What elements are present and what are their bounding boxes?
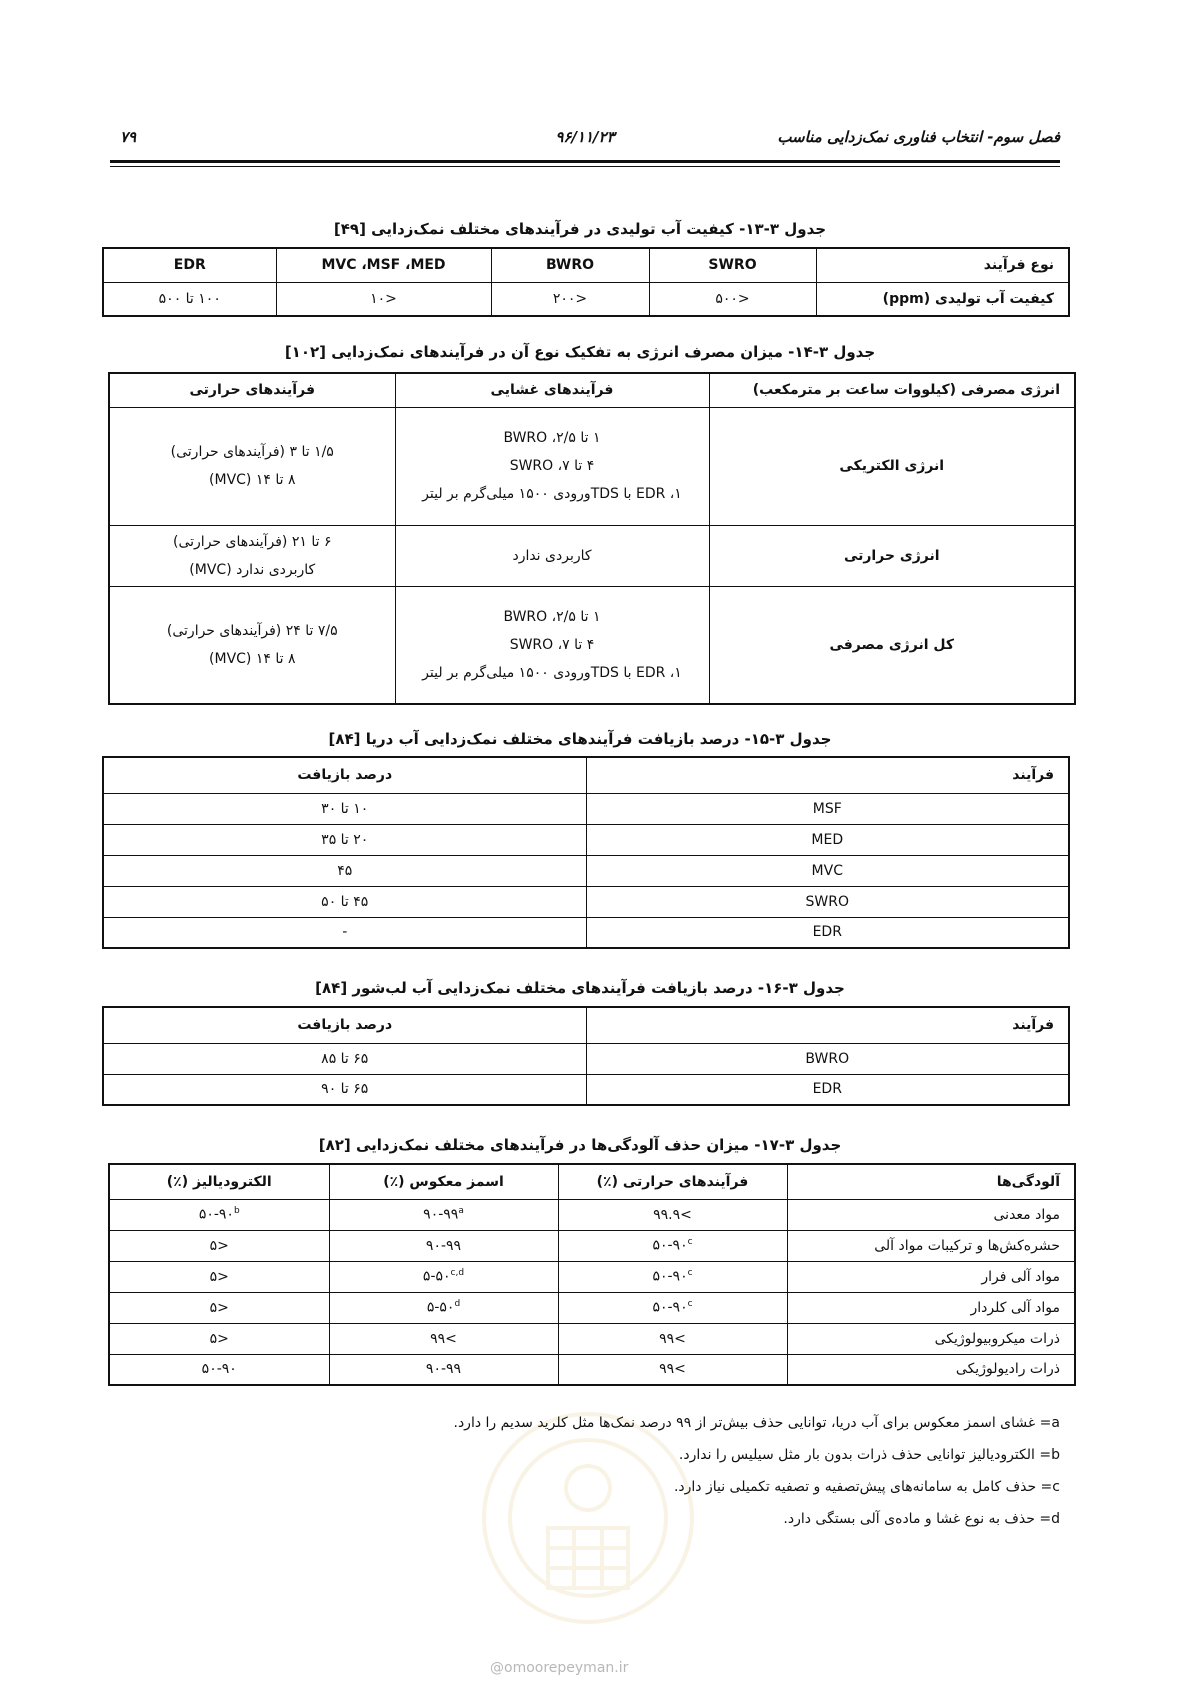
table13-header-thermal: MVC ،MSF ،MED bbox=[276, 248, 491, 282]
table-row bbox=[109, 525, 1075, 586]
table14-row-total-membrane bbox=[395, 586, 709, 704]
table14-row-electric-membrane bbox=[395, 407, 709, 525]
thermal-line: ۱/۵ تا ۳ (فرآیندهای حرارتی) bbox=[170, 444, 334, 460]
table17-ro-cell bbox=[329, 1354, 558, 1385]
table17-thermal-cell bbox=[558, 1292, 787, 1323]
page-header bbox=[110, 128, 1060, 152]
footnote-marker: d bbox=[454, 1299, 461, 1310]
table13-header-swro: SWRO bbox=[649, 248, 816, 282]
table14-row-heat-label: انرژی حرارتی bbox=[709, 525, 1075, 586]
table15-recovery-cell: ۴۵ تا ۵۰ bbox=[103, 886, 586, 917]
table-row bbox=[103, 1074, 1069, 1105]
table17-contaminant-cell bbox=[787, 1323, 1075, 1354]
table15-recovery-cell: - bbox=[103, 917, 586, 948]
table17-header-ed: الکترودیالیز (٪) bbox=[109, 1164, 329, 1199]
header-date: ۹۶/۱۱/۲۳ bbox=[555, 128, 615, 146]
table15-header-process: فرآیند bbox=[586, 757, 1069, 793]
membrane-line: ۱ تا ۲/۵، BWRO bbox=[503, 608, 601, 625]
footnote-marker: a bbox=[458, 1206, 464, 1217]
table-row bbox=[103, 855, 1069, 886]
table14-row-heat-membrane bbox=[395, 525, 709, 586]
table17-thermal-cell bbox=[558, 1230, 787, 1261]
table-row bbox=[109, 1292, 1075, 1323]
table16 bbox=[102, 1006, 1070, 1106]
thermal-line: کاربردی ندارد (MVC) bbox=[189, 561, 316, 578]
table-row bbox=[103, 886, 1069, 917]
table-row bbox=[109, 407, 1075, 525]
table-row bbox=[109, 1323, 1075, 1354]
table17-ro-cell-value: >۹۹ bbox=[430, 1330, 457, 1347]
table13-caption: جدول ۳-۱۳- کیفیت آب تولیدی در فرآیندهای مختلف نمک‌زدایی [۴۹] bbox=[333, 220, 827, 238]
table17-caption: جدول ۳-۱۷- میزان حذف آلودگی‌ها در فرآیندهای مختلف نمک‌زدایی [۸۲] bbox=[318, 1136, 842, 1154]
table16-recovery-cell: ۶۵ تا ۸۵ bbox=[103, 1043, 586, 1074]
membrane-line: ۱ تا ۲/۵، BWRO bbox=[503, 430, 601, 446]
table16-process-cell: BWRO bbox=[586, 1043, 1069, 1074]
table17-contaminant-cell-value: مواد آلی کلردار bbox=[970, 1299, 1060, 1316]
table14 bbox=[108, 372, 1076, 705]
table13-header-edr: EDR bbox=[103, 248, 276, 282]
table14-row-electric-thermal bbox=[109, 407, 395, 525]
table-row bbox=[103, 917, 1069, 948]
table17-ed-cell-value: <۵ bbox=[209, 1299, 229, 1316]
table14-row-total-thermal bbox=[109, 586, 395, 704]
thermal-line: ۸ تا ۱۴ (MVC) bbox=[209, 472, 296, 488]
table14-header-membrane: فرآیندهای غشایی bbox=[395, 373, 709, 407]
chapter-title: فصل سوم- انتخاب فناوری نمک‌زدایی مناسب bbox=[777, 128, 1060, 146]
table17-thermal-cell bbox=[558, 1199, 787, 1230]
table-row bbox=[109, 586, 1075, 704]
membrane-line: ۴ تا ۷، SWRO bbox=[509, 636, 595, 653]
table17-contaminant-cell-value: ذرات رادیولوژیکی bbox=[955, 1361, 1060, 1378]
table15-header-recovery: درصد بازیافت bbox=[103, 757, 586, 793]
table17-ed-cell-value: ۵۰-۹۰ bbox=[198, 1206, 234, 1223]
table17-ro-cell bbox=[329, 1323, 558, 1354]
table17-ed-cell bbox=[109, 1230, 329, 1261]
footnote-marker: c,d bbox=[450, 1268, 465, 1279]
thermal-line: ۷/۵ تا ۲۴ (فرآیندهای حرارتی) bbox=[166, 622, 338, 639]
footnote-b: b= الکترودیالیز توانایی حذف ذرات بدون بار مثل سیلیس را ندارد. bbox=[678, 1447, 1060, 1463]
table14-row-heat-thermal bbox=[109, 525, 395, 586]
table17-ro-cell bbox=[329, 1261, 558, 1292]
table15-caption: جدول ۳-۱۵- درصد بازیافت فرآیندهای مختلف نمک‌زدایی آب دریا [۸۴] bbox=[328, 730, 832, 748]
table17-ro-cell-value: ۹۰-۹۹ bbox=[425, 1237, 462, 1254]
page-number: ۷۹ bbox=[120, 128, 137, 146]
table17-ed-cell-value: <۵ bbox=[209, 1330, 229, 1347]
table17-header-thermal: فرآیندهای حرارتی (٪) bbox=[558, 1164, 787, 1199]
table17-ro-cell-value: ۹۰-۹۹ bbox=[423, 1206, 459, 1223]
watermark-site: @omoorepeyman.ir bbox=[490, 1660, 629, 1676]
table13-cell-swro: <۵۰۰ bbox=[649, 282, 816, 316]
table14-row-total-label: کل انرژی مصرفی bbox=[709, 586, 1075, 704]
footnote-a: a= غشای اسمز معکوس برای آب دریا، توانایی حذف بیش‌تر از ۹۹ درصد نمک‌ها مثل کلرید سدیم را دارد. bbox=[453, 1415, 1060, 1431]
table17-contaminant-cell-value: ذرات میکروبیولوژیکی bbox=[934, 1330, 1060, 1347]
table16-process-cell: EDR bbox=[586, 1074, 1069, 1105]
membrane-line: ۱، EDR با TDSورودی ۱۵۰۰ میلی‌گرم بر لیتر bbox=[422, 486, 682, 502]
membrane-line: کاربردی ندارد bbox=[512, 547, 592, 564]
membrane-line: ۱، EDR با TDSورودی ۱۵۰۰ میلی‌گرم بر لیتر bbox=[422, 664, 682, 681]
table13-cell-thermal: <۱۰ bbox=[276, 282, 491, 316]
table16-header-process: فرآیند bbox=[586, 1007, 1069, 1043]
footnote-marker: c bbox=[687, 1268, 693, 1279]
table17-ed-cell-value: <۵ bbox=[209, 1268, 229, 1285]
table17-contaminant-cell bbox=[787, 1230, 1075, 1261]
table17-ro-cell bbox=[329, 1230, 558, 1261]
table16-recovery-cell: ۶۵ تا ۹۰ bbox=[103, 1074, 586, 1105]
table17-thermal-cell-value: ۵۰-۹۰ bbox=[652, 1237, 688, 1254]
table15-process-cell: SWRO bbox=[586, 886, 1069, 917]
table15-process-cell: EDR bbox=[586, 917, 1069, 948]
table15-recovery-cell: ۲۰ تا ۳۵ bbox=[103, 824, 586, 855]
table15-process-cell: MVC bbox=[586, 855, 1069, 886]
footnote-d: d= حذف به نوع غشا و ماده‌ی آلی بستگی دارد. bbox=[783, 1511, 1060, 1527]
table15-recovery-cell: ۴۵ bbox=[103, 855, 586, 886]
table13-header-process: نوع فرآیند bbox=[816, 248, 1069, 282]
thermal-line: ۸ تا ۱۴ (MVC) bbox=[209, 650, 296, 667]
header-rule-thick bbox=[110, 160, 1060, 163]
table17-ed-cell bbox=[109, 1323, 329, 1354]
table17-thermal-cell-value: ۵۰-۹۰ bbox=[652, 1299, 688, 1316]
table17-thermal-cell bbox=[558, 1323, 787, 1354]
table16-caption: جدول ۳-۱۶- درصد بازیافت فرآیندهای مختلف نمک‌زدایی آب لب‌شور [۸۴] bbox=[315, 979, 845, 997]
table14-header-thermal: فرآیندهای حرارتی bbox=[109, 373, 395, 407]
table17-contaminant-cell bbox=[787, 1354, 1075, 1385]
table16-header-recovery: درصد بازیافت bbox=[103, 1007, 586, 1043]
table15-recovery-cell: ۱۰ تا ۳۰ bbox=[103, 793, 586, 824]
footnote-marker: c bbox=[687, 1299, 693, 1310]
table17-ed-cell-value: <۵ bbox=[209, 1237, 229, 1254]
table17 bbox=[108, 1163, 1076, 1386]
table13 bbox=[102, 247, 1070, 317]
table-row bbox=[103, 1043, 1069, 1074]
table17-contaminant-cell-value: مواد آلی فرار bbox=[981, 1268, 1060, 1285]
table-row bbox=[103, 793, 1069, 824]
table15-process-cell: MED bbox=[586, 824, 1069, 855]
table14-header-energy: انرژی مصرفی (کیلووات ساعت بر مترمکعب) bbox=[709, 373, 1075, 407]
table17-ed-cell bbox=[109, 1292, 329, 1323]
footnote-c: c= حذف کامل به سامانه‌های پیش‌تصفیه و تصفیه تکمیلی نیاز دارد. bbox=[673, 1479, 1060, 1495]
table-row bbox=[109, 1230, 1075, 1261]
table-row bbox=[109, 1199, 1075, 1230]
table17-thermal-cell-value: ۵۰-۹۰ bbox=[652, 1268, 688, 1285]
table17-contaminant-cell-value: حشره‌کش‌ها و ترکیبات مواد آلی bbox=[874, 1237, 1060, 1254]
table-row bbox=[109, 1354, 1075, 1385]
table17-contaminant-cell bbox=[787, 1261, 1075, 1292]
table17-ro-cell-value: ۹۰-۹۹ bbox=[425, 1361, 462, 1378]
table17-ro-cell-value: ۵-۵۰ bbox=[426, 1299, 455, 1316]
table17-thermal-cell-value: >۹۹.۹ bbox=[653, 1206, 692, 1223]
table17-ed-cell bbox=[109, 1261, 329, 1292]
table15-process-cell: MSF bbox=[586, 793, 1069, 824]
table17-header-contaminant: آلودگی‌ها bbox=[787, 1164, 1075, 1199]
table14-row-electric-label: انرژی الکتریکی bbox=[709, 407, 1075, 525]
table17-ro-cell bbox=[329, 1292, 558, 1323]
membrane-line: ۴ تا ۷، SWRO bbox=[509, 458, 595, 474]
table17-contaminant-cell bbox=[787, 1199, 1075, 1230]
footnote-marker: c bbox=[687, 1237, 693, 1248]
table17-thermal-cell bbox=[558, 1261, 787, 1292]
thermal-line: ۶ تا ۲۱ (فرآیندهای حرارتی) bbox=[173, 533, 332, 550]
table17-contaminant-cell-value: مواد معدنی bbox=[993, 1206, 1060, 1223]
seal-logo-icon bbox=[478, 1408, 698, 1628]
table17-header-ro: اسمز معکوس (٪) bbox=[329, 1164, 558, 1199]
table17-thermal-cell-value: >۹۹ bbox=[659, 1361, 686, 1378]
table15 bbox=[102, 756, 1070, 949]
table17-ro-cell bbox=[329, 1199, 558, 1230]
table13-row-label: کیفیت آب تولیدی (ppm) bbox=[816, 282, 1069, 316]
table13-cell-edr: ۱۰۰ تا ۵۰۰ bbox=[103, 282, 276, 316]
table17-ro-cell-value: ۵-۵۰ bbox=[422, 1268, 451, 1285]
table14-caption: جدول ۳-۱۴- میزان مصرف انرژی به تفکیک نوع آن در فرآیندهای نمک‌زدایی [۱۰۲] bbox=[284, 343, 876, 361]
table-row bbox=[109, 1261, 1075, 1292]
table17-ed-cell bbox=[109, 1199, 329, 1230]
table17-thermal-cell bbox=[558, 1354, 787, 1385]
table17-contaminant-cell bbox=[787, 1292, 1075, 1323]
table17-ed-cell bbox=[109, 1354, 329, 1385]
table17-thermal-cell-value: >۹۹ bbox=[659, 1330, 686, 1347]
footnote-marker: b bbox=[233, 1206, 240, 1217]
table13-cell-bwro: <۲۰۰ bbox=[491, 282, 649, 316]
table-row bbox=[103, 824, 1069, 855]
table13-header-bwro: BWRO bbox=[491, 248, 649, 282]
table17-ed-cell-value: ۵۰-۹۰ bbox=[201, 1361, 237, 1378]
header-rule-thin bbox=[110, 166, 1060, 167]
